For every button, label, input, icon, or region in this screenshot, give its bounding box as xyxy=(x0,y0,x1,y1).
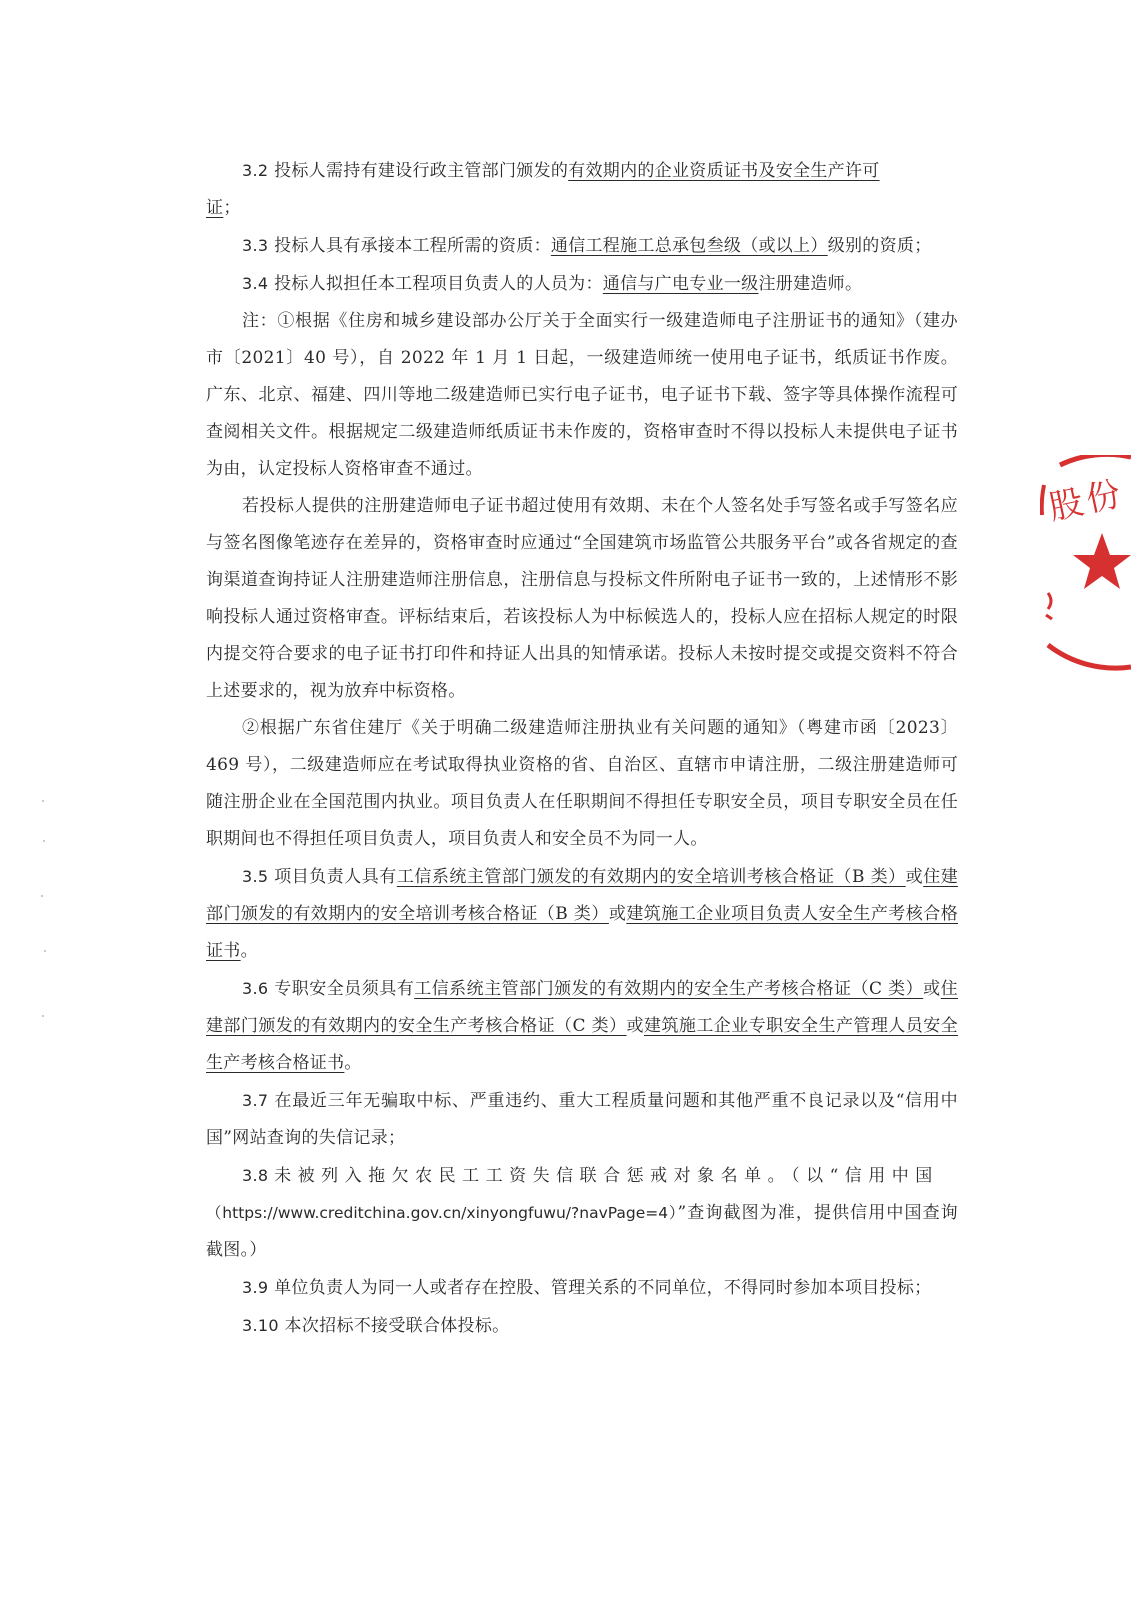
clause-3-5 xyxy=(206,858,958,970)
clause-number: 3.8 xyxy=(242,1166,269,1185)
clause-number: 3.5 xyxy=(242,867,269,886)
clause-text: 投标人需持有建设行政主管部门颁发的 xyxy=(274,161,569,181)
note-1: 注：①根据《住房和城乡建设部办公厅关于全面实行一级建造师电子注册证书的通知》（建办市〔2021〕40 号），自 2022 年 1 月 1 日起，一级建造师统一使用电子证书，纸质证书作废。广东、北京、福建、四川等地二级建造师已实行电子证书，电子证书下载、签字等具体操作流程可查阅相关文件。根据规定二级建造师纸质证书未作废的，资格审查时不得以投标人未提供电子证书为由，认定投标人资格审查不通过。 xyxy=(206,311,958,479)
clause-text: 。 xyxy=(344,1053,362,1073)
clause-number: 3.4 xyxy=(242,274,269,293)
credit-china-url: （https://www.creditchina.gov.cn/xinyongfuwu/?navPage=4） xyxy=(206,1204,678,1222)
clause-3-2 xyxy=(206,152,958,227)
clause-3-9 xyxy=(206,1269,958,1307)
clause-3-6 xyxy=(206,970,958,1082)
clause-text: 或 xyxy=(905,867,924,887)
clause-number: 3.7 xyxy=(242,1091,269,1110)
underlined-text: 有效期内的企业资质证书及安全生产许可 xyxy=(568,161,880,181)
clause-text: 或 xyxy=(626,1016,644,1036)
underlined-text: 工信系统主管部门颁发的有效期内的安全培训考核合格证（B 类） xyxy=(396,867,906,887)
clause-3-8 xyxy=(206,1157,958,1269)
clause-text: ”查询截图为准，提供信用中国查询截图。） xyxy=(206,1203,958,1260)
clause-text: 或 xyxy=(608,904,627,924)
clause-text: 投标人具有承接本工程所需的资质： xyxy=(274,236,551,256)
clause-number: 3.3 xyxy=(242,236,269,255)
clause-text: 本次招标不接受联合体投标。 xyxy=(284,1316,510,1336)
clause-text: 未被列入拖欠农民工工资失信联合惩戒对象名单。（以“信用中国 xyxy=(274,1166,939,1186)
clause-3-10 xyxy=(206,1307,958,1345)
underlined-text: 住建部门颁发的有效期内的安全培训考核合格证（B 类） xyxy=(206,867,958,924)
underlined-text: 建筑施工企业项目负责人安全生产考核合格证书 xyxy=(206,904,958,961)
clause-3-3 xyxy=(206,227,958,265)
clause-text: 专职安全员须具有 xyxy=(274,979,415,999)
clause-3-7 xyxy=(206,1082,958,1157)
clause-text: ； xyxy=(223,198,241,218)
underlined-text: 证 xyxy=(206,198,224,218)
clause-text: 注册建造师。 xyxy=(758,274,863,294)
clause-text: 。 xyxy=(240,941,258,961)
clause-number: 3.6 xyxy=(242,979,269,998)
underlined-text: 住建部门颁发的有效期内的安全生产考核合格证（C 类） xyxy=(206,979,958,1036)
clause-number: 3.2 xyxy=(242,161,269,180)
clause-text: 单位负责人为同一人或者存在控股、管理关系的不同单位，不得同时参加本项目投标； xyxy=(274,1278,932,1298)
underlined-text: 通信与广电专业一级 xyxy=(602,274,759,294)
clause-text: 级别的资质； xyxy=(827,236,932,256)
clause-text: 或 xyxy=(923,979,941,999)
underlined-text: 通信工程施工总承包叁级（或以上） xyxy=(550,236,828,256)
document-body xyxy=(206,152,958,1345)
clause-number: 3.9 xyxy=(242,1278,269,1297)
clause-3-4 xyxy=(206,265,958,303)
note-1-continued: 若投标人提供的注册建造师电子证书超过使用有效期、未在个人签名处手写签名或手写签名应与签名图像笔迹存在差异的，资格审查时应通过“全国建筑市场监管公共服务平台”或各省规定的查询渠道查询持证人注册建造师注册信息，注册信息与投标文件所附电子证书一致的，上述情形不影响投标人通过资格审查。评标结束后，若该投标人为中标候选人的，投标人应在招标人规定的时限内提交符合要求的电子证书打印件和持证人出具的知情承诺。投标人未按时提交或提交资料不符合上述要求的，视为放弃中标资格。 xyxy=(206,496,958,701)
clause-text: 项目负责人具有 xyxy=(274,867,397,887)
clause-number: 3.10 xyxy=(242,1316,279,1335)
clause-text: 在最近三年无骗取中标、严重违约、重大工程质量问题和其他严重不良记录以及“信用中国”网站查询的失信记录； xyxy=(206,1091,958,1148)
underlined-text: 工信系统主管部门颁发的有效期内的安全生产考核合格证（C 类） xyxy=(414,979,924,999)
clause-text: 投标人拟担任本工程项目负责人的人员为： xyxy=(274,274,603,294)
seal-text: 股份 xyxy=(1045,473,1129,529)
company-seal-fragment xyxy=(1040,455,1131,675)
note-2: ②根据广东省住建厅《关于明确二级建造师注册执业有关问题的通知》（粤建市函〔2023〕469 号），二级建造师应在考试取得执业资格的省、自治区、直辖市申请注册，二级注册建造师可随注册企业在全国范围内执业。项目负责人在任职期间不得担任专职安全员，项目专职安全员在任职期间也不得担任项目负责人，项目负责人和安全员不为同一人。 xyxy=(206,718,958,849)
scan-specks xyxy=(40,800,50,1030)
underlined-text: 建筑施工企业专职安全生产管理人员安全生产考核合格证书 xyxy=(206,1016,958,1073)
